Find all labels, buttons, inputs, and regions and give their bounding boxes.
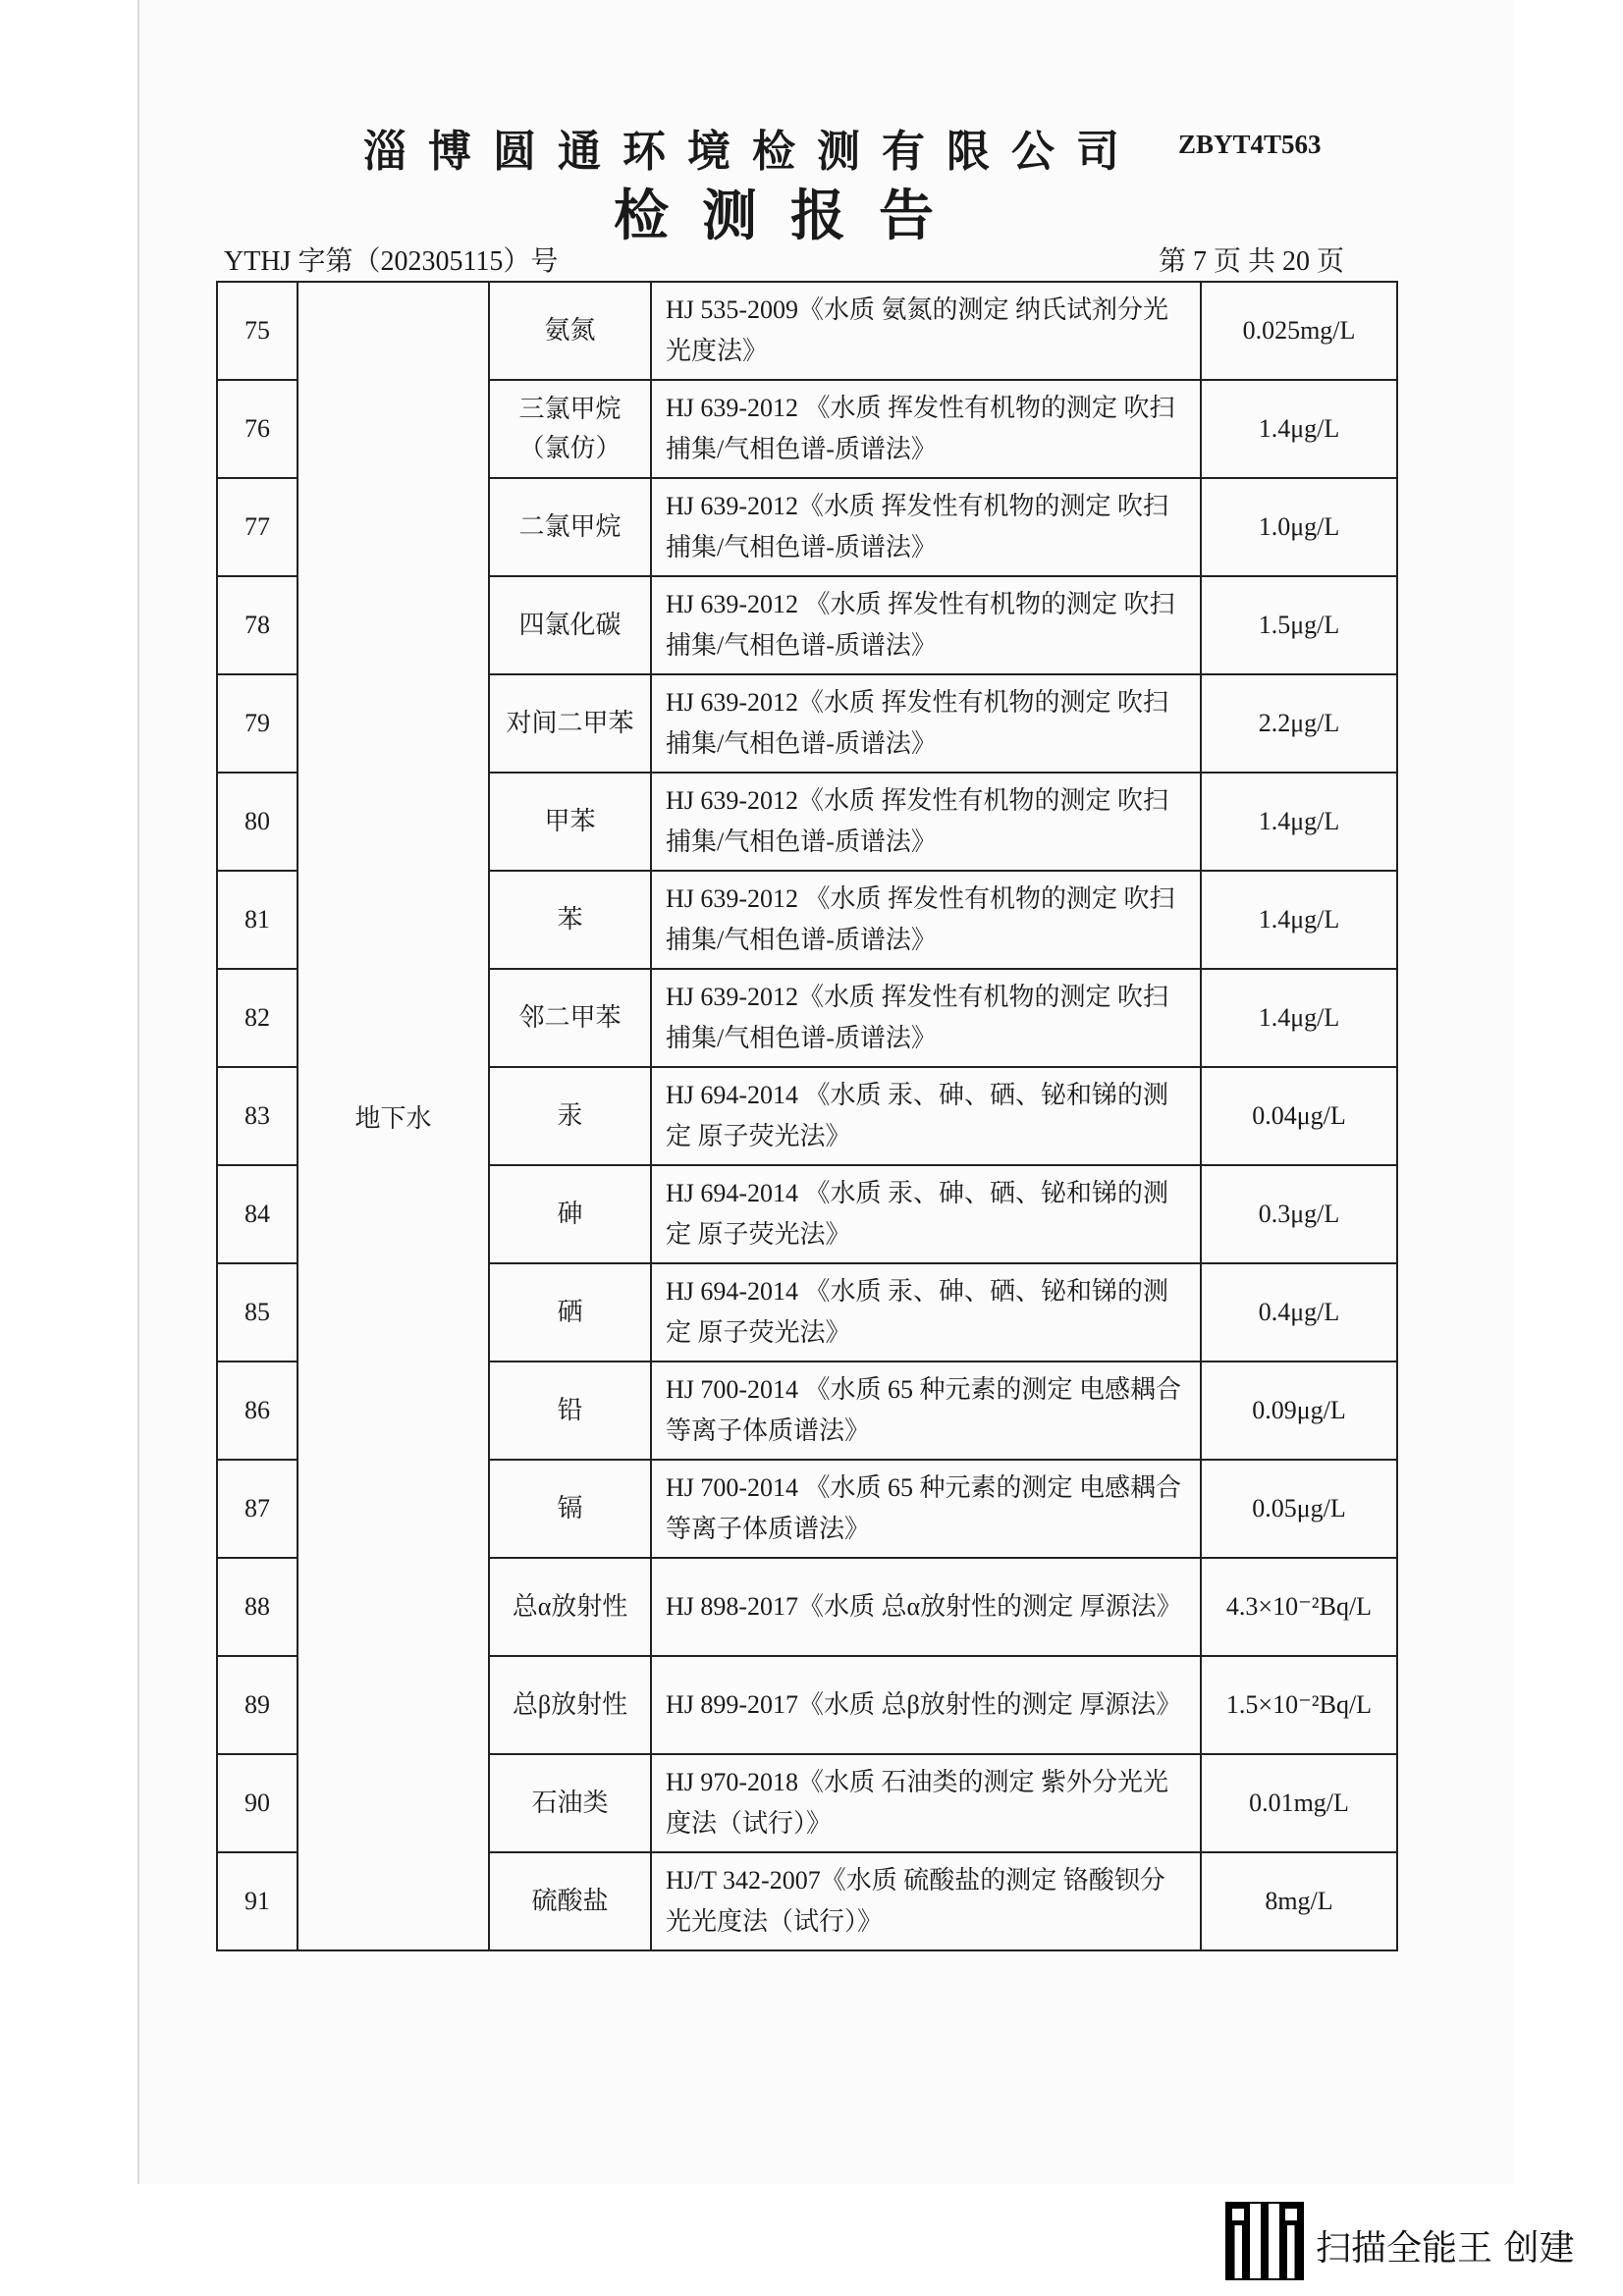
test-method: HJ 700-2014 《水质 65 种元素的测定 电感耦合等离子体质谱法》 <box>651 1460 1201 1558</box>
test-item: 四氯化碳 <box>489 576 651 674</box>
row-number: 91 <box>217 1852 298 1950</box>
test-item: 二氯甲烷 <box>489 478 651 576</box>
row-number: 78 <box>217 576 298 674</box>
report-number: YTHJ 字第（202305115）号 <box>224 246 559 277</box>
test-method: HJ 898-2017《水质 总α放射性的测定 厚源法》 <box>651 1558 1201 1656</box>
detection-limit: 1.5μg/L <box>1201 576 1397 674</box>
test-item: 邻二甲苯 <box>489 969 651 1067</box>
detection-limit: 8mg/L <box>1201 1852 1397 1950</box>
test-method: HJ/T 342-2007《水质 硫酸盐的测定 铬酸钡分光光度法（试行）》 <box>651 1852 1201 1950</box>
test-item: 镉 <box>489 1460 651 1558</box>
row-number: 77 <box>217 478 298 576</box>
row-number: 89 <box>217 1656 298 1754</box>
test-item: 硫酸盐 <box>489 1852 651 1950</box>
test-item: 甲苯 <box>489 773 651 871</box>
test-method: HJ 639-2012《水质 挥发性有机物的测定 吹扫捕集/气相色谱-质谱法》 <box>651 969 1201 1067</box>
row-number: 83 <box>217 1067 298 1165</box>
company-name: 淄博圆通环境检测有限公司 <box>363 127 1141 177</box>
test-method: HJ 535-2009《水质 氨氮的测定 纳氏试剂分光光度法》 <box>651 282 1201 380</box>
test-method: HJ 639-2012《水质 挥发性有机物的测定 吹扫捕集/气相色谱-质谱法》 <box>651 478 1201 576</box>
detection-limit: 0.09μg/L <box>1201 1362 1397 1460</box>
page-info: 第 7 页 共 20 页 <box>1159 246 1345 277</box>
row-number: 81 <box>217 871 298 969</box>
detection-limit: 1.4μg/L <box>1201 380 1397 478</box>
detection-limit: 0.04μg/L <box>1201 1067 1397 1165</box>
detection-limit: 1.4μg/L <box>1201 773 1397 871</box>
test-method: HJ 700-2014 《水质 65 种元素的测定 电感耦合等离子体质谱法》 <box>651 1362 1201 1460</box>
qr-code-icon <box>1227 2204 1302 2278</box>
test-method: HJ 639-2012 《水质 挥发性有机物的测定 吹扫捕集/气相色谱-质谱法》 <box>651 576 1201 674</box>
row-number: 87 <box>217 1460 298 1558</box>
row-number: 82 <box>217 969 298 1067</box>
row-number: 80 <box>217 773 298 871</box>
row-number: 84 <box>217 1165 298 1263</box>
row-number: 90 <box>217 1754 298 1852</box>
detection-limit: 1.0μg/L <box>1201 478 1397 576</box>
row-number: 86 <box>217 1362 298 1460</box>
test-method: HJ 639-2012 《水质 挥发性有机物的测定 吹扫捕集/气相色谱-质谱法》 <box>651 871 1201 969</box>
detection-limit: 0.01mg/L <box>1201 1754 1397 1852</box>
test-method: HJ 694-2014 《水质 汞、砷、硒、铋和锑的测定 原子荧光法》 <box>651 1165 1201 1263</box>
test-item: 砷 <box>489 1165 651 1263</box>
results-table <box>216 281 1398 1951</box>
test-item: 对间二甲苯 <box>489 674 651 773</box>
scanner-watermark: 扫描全能王 创建 <box>1316 2228 1575 2269</box>
test-item: 硒 <box>489 1263 651 1362</box>
test-item: 总β放射性 <box>489 1656 651 1754</box>
test-item: 总α放射性 <box>489 1558 651 1656</box>
row-number: 88 <box>217 1558 298 1656</box>
detection-limit: 0.025mg/L <box>1201 282 1397 380</box>
table-row <box>217 282 1397 380</box>
report-code: ZBYT4T563 <box>1178 130 1322 159</box>
test-method: HJ 694-2014 《水质 汞、砷、硒、铋和锑的测定 原子荧光法》 <box>651 1067 1201 1165</box>
detection-limit: 0.05μg/L <box>1201 1460 1397 1558</box>
test-item: 三氯甲烷（氯仿） <box>489 380 651 478</box>
detection-limit: 0.3μg/L <box>1201 1165 1397 1263</box>
detection-limit: 0.4μg/L <box>1201 1263 1397 1362</box>
test-item: 汞 <box>489 1067 651 1165</box>
row-number: 79 <box>217 674 298 773</box>
detection-limit: 1.5×10⁻²Bq/L <box>1201 1656 1397 1754</box>
test-method: HJ 639-2012 《水质 挥发性有机物的测定 吹扫捕集/气相色谱-质谱法》 <box>651 380 1201 478</box>
test-item: 氨氮 <box>489 282 651 380</box>
detection-limit: 4.3×10⁻²Bq/L <box>1201 1558 1397 1656</box>
test-item: 苯 <box>489 871 651 969</box>
test-method: HJ 899-2017《水质 总β放射性的测定 厚源法》 <box>651 1656 1201 1754</box>
test-item: 铅 <box>489 1362 651 1460</box>
detection-limit: 2.2μg/L <box>1201 674 1397 773</box>
test-method: HJ 639-2012《水质 挥发性有机物的测定 吹扫捕集/气相色谱-质谱法》 <box>651 674 1201 773</box>
report-title: 检测报告 <box>614 185 967 248</box>
test-item: 石油类 <box>489 1754 651 1852</box>
test-method: HJ 970-2018《水质 石油类的测定 紫外分光光度法（试行）》 <box>651 1754 1201 1852</box>
sample-category: 地下水 <box>298 282 489 1950</box>
test-method: HJ 639-2012《水质 挥发性有机物的测定 吹扫捕集/气相色谱-质谱法》 <box>651 773 1201 871</box>
row-number: 76 <box>217 380 298 478</box>
test-method: HJ 694-2014 《水质 汞、砷、硒、铋和锑的测定 原子荧光法》 <box>651 1263 1201 1362</box>
detection-limit: 1.4μg/L <box>1201 969 1397 1067</box>
row-number: 75 <box>217 282 298 380</box>
row-number: 85 <box>217 1263 298 1362</box>
detection-limit: 1.4μg/L <box>1201 871 1397 969</box>
